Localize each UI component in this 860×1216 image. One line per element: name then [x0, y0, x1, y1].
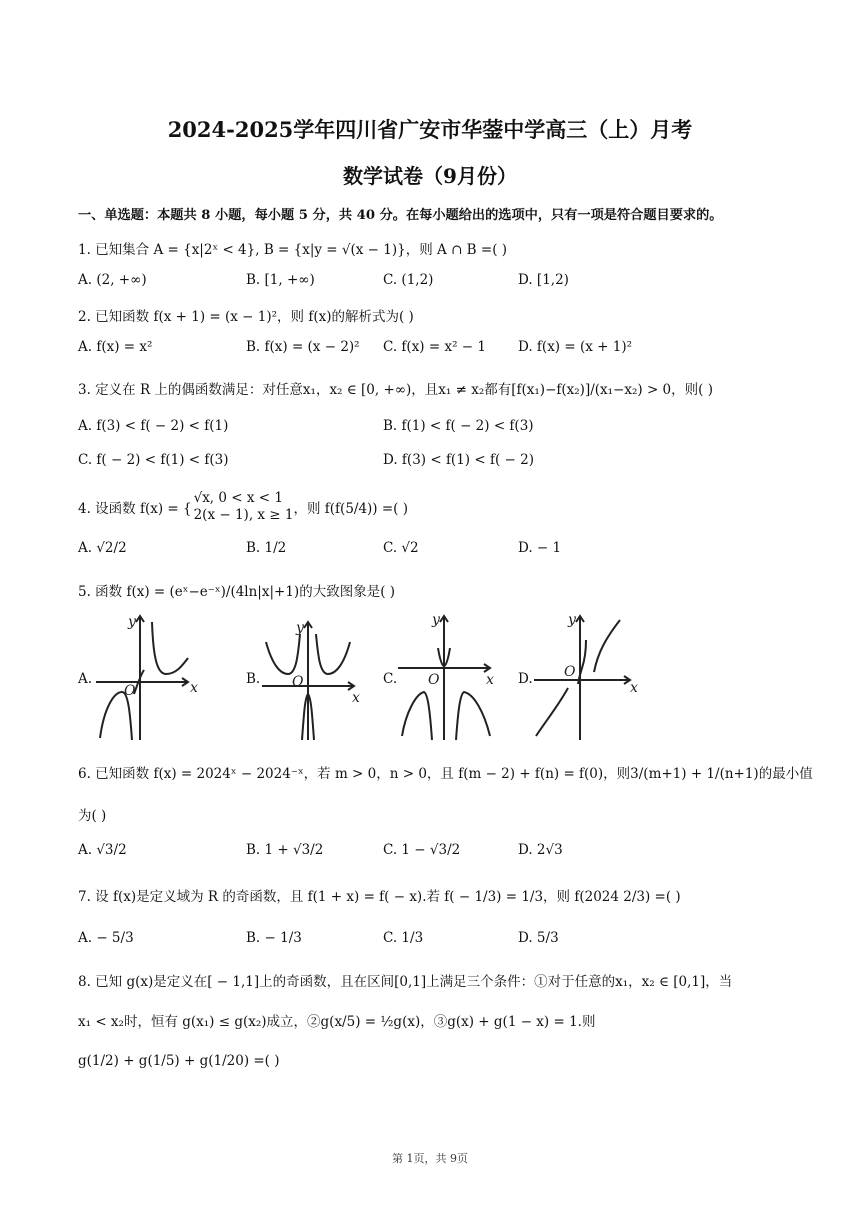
q5-option-d-label: D. — [518, 671, 533, 687]
q5-option-b-label: B. — [246, 671, 261, 687]
question-8-stem-line2: x₁ < x₂时，恒有 g(x₁) ≤ g(x₂)成立，②g(x/5) = ½g(x)，③g(x) + g(1 − x) = 1.则 — [78, 1014, 596, 1030]
q3-option-d: D. f(3) < f(1) < f( − 2) — [383, 452, 534, 468]
q7-option-a: A. − 5/3 — [78, 930, 134, 946]
graph-a-left-branch — [100, 692, 132, 740]
graph-b-left-branch — [266, 634, 300, 674]
q1-option-a: A. (2, +∞) — [78, 272, 147, 288]
graph-a-right-branch — [152, 622, 188, 674]
q6-option-c: C. 1 − √3/2 — [383, 842, 461, 858]
graph-a-y-label: y — [128, 614, 136, 630]
question-8-stem-line1: 8. 已知 g(x)是定义在[ − 1,1]上的奇函数，且在区间[0,1]上满足三个条件：①对于任意的x₁，x₂ ∈ [0,1]，当 — [78, 974, 733, 990]
q5-graph-c — [398, 612, 508, 742]
graph-c-left-branch — [402, 692, 432, 740]
q6-option-a: A. √3/2 — [78, 842, 127, 858]
graph-d-right-branch — [594, 620, 620, 672]
question-5-stem: 5. 函数 f(x) = (eˣ−e⁻ˣ)/(4ln|x|+1)的大致图象是( ) — [78, 584, 396, 600]
graph-b-origin: O — [292, 674, 304, 690]
question-8-stem-line3: g(1/2) + g(1/5) + g(1/20) =( ) — [78, 1053, 280, 1069]
q4-case-1: √x, 0 < x < 1 — [193, 490, 283, 506]
q4-piecewise — [194, 490, 294, 524]
question-6-stem-line2: 为( ) — [78, 808, 107, 824]
q3-option-c: C. f( − 2) < f(1) < f(3) — [78, 452, 229, 468]
question-3-stem: 3. 定义在 R 上的偶函数满足：对任意x₁，x₂ ∈ [0, +∞)，且x₁ ≠ x₂都有[f(x₁)−f(x₂)]/(x₁−x₂) > 0，则( ) — [78, 382, 713, 398]
q4-option-d: D. − 1 — [518, 540, 562, 556]
graph-a-origin: O — [124, 683, 136, 699]
question-7-stem: 7. 设 f(x)是定义域为 R 的奇函数，且 f(1 + x) = f( − x).若 f( − 1/3) = 1/3，则 f(2024 2/3) =( ) — [78, 889, 681, 905]
q2-option-d: D. f(x) = (x + 1)² — [518, 339, 633, 355]
q4-case-2: 2(x − 1), x ≥ 1 — [193, 507, 294, 523]
graph-d-x-label: x — [630, 680, 638, 696]
graph-b-x-label: x — [352, 690, 360, 706]
q2-option-b: B. f(x) = (x − 2)² — [246, 339, 360, 355]
graph-d-left-branch — [536, 688, 568, 736]
q4-stem-start: 4. 设函数 f(x) = { — [78, 501, 192, 517]
graph-d-origin: O — [564, 664, 576, 680]
q1-option-c: C. (1,2) — [383, 272, 434, 288]
q5-option-a-label: A. — [78, 671, 93, 687]
page-title: 2024-2025学年四川省广安市华蓥中学高三（上）月考 — [167, 117, 693, 142]
q3-option-b: B. f(1) < f( − 2) < f(3) — [383, 418, 534, 434]
graph-c-right-branch — [456, 692, 490, 740]
q1-option-b: B. [1, +∞) — [246, 272, 315, 288]
q4-option-b: B. 1/2 — [246, 540, 287, 556]
q7-option-d: D. 5/3 — [518, 930, 559, 946]
graph-a-x-label: x — [190, 680, 198, 696]
question-4-stem — [78, 490, 408, 524]
graph-d-y-label: y — [568, 612, 576, 628]
q2-option-a: A. f(x) = x² — [78, 339, 153, 355]
section-heading: 一、单选题：本题共 8 小题，每小题 5 分，共 40 分。在每小题给出的选项中，只有一项是符合题目要求的。 — [78, 208, 723, 223]
q3-option-a: A. f(3) < f( − 2) < f(1) — [78, 418, 229, 434]
q6-option-b: B. 1 + √3/2 — [246, 842, 324, 858]
question-1-stem: 1. 已知集合 A = {x|2ˣ < 4}, B = {x|y = √(x − 1)}，则 A ∩ B =( ) — [78, 242, 508, 258]
q5-option-c-label: C. — [383, 671, 398, 687]
question-2-stem: 2. 已知函数 f(x + 1) = (x − 1)²，则 f(x)的解析式为( ) — [78, 309, 414, 325]
graph-c-y-label: y — [432, 612, 440, 628]
q1-option-d: D. [1,2) — [518, 272, 569, 288]
page-subtitle: 数学试卷（9月份） — [343, 164, 517, 188]
q4-option-a: A. √2/2 — [78, 540, 127, 556]
q4-option-c: C. √2 — [383, 540, 419, 556]
q5-graph-a — [96, 612, 206, 742]
q7-option-c: C. 1/3 — [383, 930, 424, 946]
q7-option-b: B. − 1/3 — [246, 930, 302, 946]
page-number: 第 1页，共 9页 — [392, 1152, 468, 1165]
q5-graph-b — [262, 612, 372, 742]
q5-graph-d — [534, 612, 644, 742]
q2-option-c: C. f(x) = x² − 1 — [383, 339, 486, 355]
q6-option-d: D. 2√3 — [518, 842, 563, 858]
graph-c-x-label: x — [486, 672, 494, 688]
graph-b-y-label: y — [296, 620, 304, 636]
q4-stem-end: ，则 f(f(5/4)) =( ) — [293, 501, 409, 517]
graph-c-origin: O — [428, 672, 440, 688]
question-6-stem-line1: 6. 已知函数 f(x) = 2024ˣ − 2024⁻ˣ，若 m > 0，n > 0，且 f(m − 2) + f(n) = f(0)，则3/(m+1) + 1/(n+1)的最小值 — [78, 766, 813, 782]
graph-b-right-branch — [316, 634, 350, 674]
